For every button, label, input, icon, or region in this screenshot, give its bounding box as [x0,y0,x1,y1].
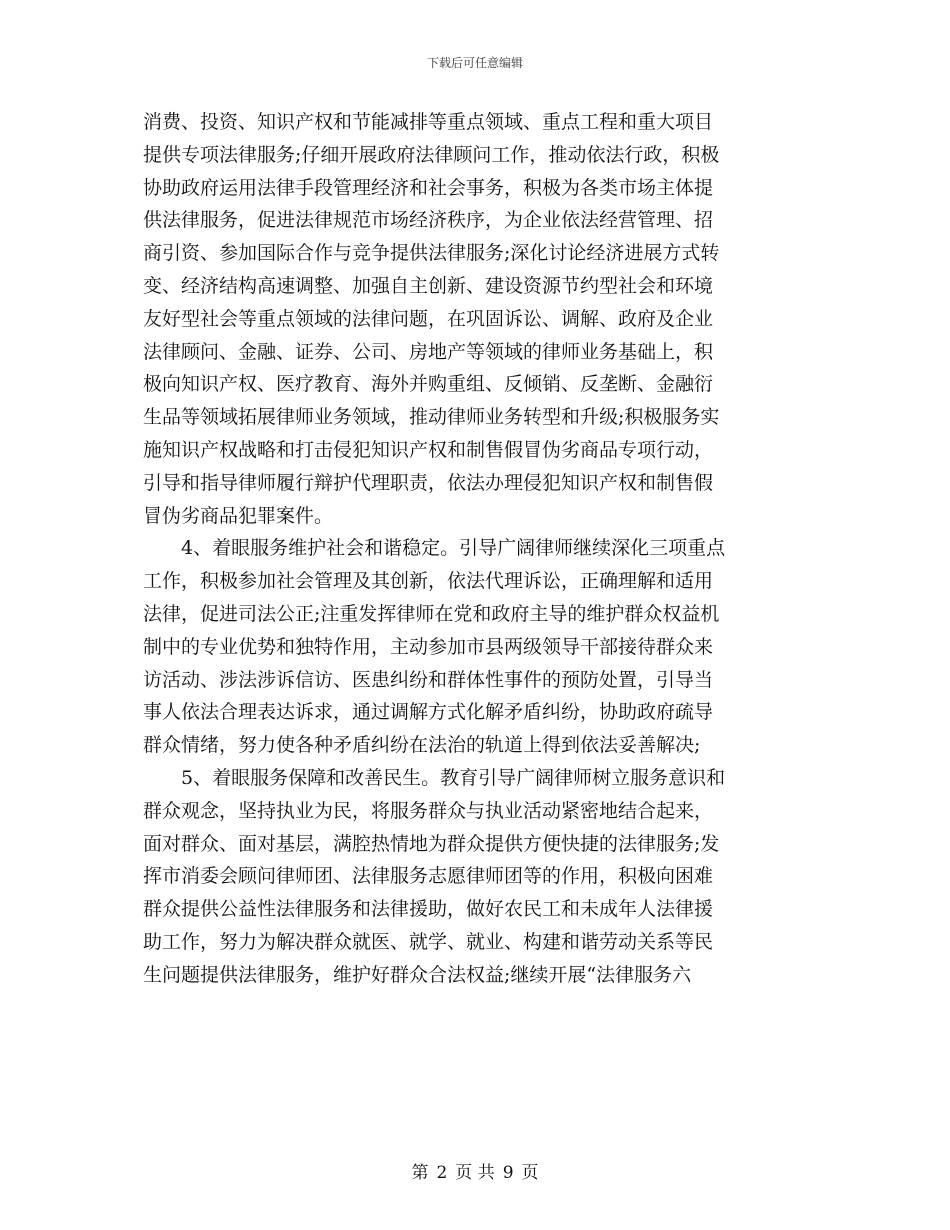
text-line: 冒伪劣商品犯罪案件。 [143,504,334,527]
text-line: 工作，积极参加社会管理及其创新，依法代理诉讼，正确理解和适用 [143,570,714,593]
paragraph-5-first-line: 5、着眼服务保障和改善民生。教育引导广阔律师树立服务意识和 [181,766,726,789]
text-line: 生品等领域拓展律师业务领域，推动律师业务转型和升级;积极服务实 [143,406,720,429]
page-header: 下载后可任意编辑 [426,56,523,70]
text-line: 群众观念，坚持执业为民，将服务群众与执业活动紧密地结合起来， [143,799,714,822]
text-line: 极向知识产权、医疗教育、海外并购重组、反倾销、反垄断、金融衍 [143,373,714,396]
text-line: 群众情绪，努力使各种矛盾纠纷在法治的轨道上得到依法妥善解决; [143,734,701,757]
text-line: 法律，促进司法公正;注重发挥律师在党和政府主导的维护群众权益机 [143,602,720,625]
text-line: 商引资、参加国际合作与竞争提供法律服务;深化讨论经济进展方式转 [143,242,720,265]
text-line: 施知识产权战略和打击侵犯知识产权和制售假冒伪劣商品专项行动， [143,438,714,461]
text-line: 引导和指导律师履行辩护代理职责，依法办理侵犯知识产权和制售假 [143,471,714,494]
page-footer [0,1158,950,1183]
text-line: 挥市消委会顾问律师团、法律服务志愿律师团等的作用，积极向困难 [143,865,714,888]
text-line: 群众提供公益性法律服务和法律援助，做好农民工和未成年人法律援 [143,898,714,921]
footer-middle: 页 共 [455,1163,495,1183]
text-line: 访活动、涉法涉诉信访、医患纠纷和群体性事件的预防处置，引导当 [143,668,714,691]
text-line: 消费、投资、知识产权和节能减排等重点领域、重点工程和重大项目 [143,111,714,133]
page-number: 2 [436,1163,448,1183]
footer-suffix: 页 [521,1163,539,1183]
text-line: 面对群众、面对基层，满腔热情地为群众提供方便快捷的法律服务;发 [143,832,720,855]
text-line: 协助政府运用法律手段管理经济和社会事务，积极为各类市场主体提 [143,176,714,199]
text-line: 制中的专业优势和独特作用，主动参加市县两级领导干部接待群众来 [143,635,714,658]
paragraph-4-first-line: 4、着眼服务维护社会和谐稳定。引导广阔律师继续深化三项重点 [181,537,726,560]
text-line: 变、经济结构高速调整、加强自主创新、建设资源节约型社会和环境 [143,274,714,297]
total-pages: 9 [502,1163,514,1183]
footer-prefix: 第 [411,1163,429,1183]
text-line: 事人依法合理表达诉求，通过调解方式化解矛盾纠纷，协助政府疏导 [143,701,714,724]
text-line: 生问题提供法律服务，维护好群众合法权益;继续开展“法律服务六 [143,963,692,986]
text-line: 法律顾问、金融、证券、公司、房地产等领域的律师业务基础上，积 [143,340,714,363]
text-line: 提供专项法律服务;仔细开展政府法律顾问工作，推动依法行政，积极 [143,143,720,166]
text-line: 供法律服务，促进法律规范市场经济秩序，为企业依法经营管理、招 [143,209,714,232]
text-line: 友好型社会等重点领域的法律问题，在巩固诉讼、调解、政府及企业 [143,307,714,330]
document-body [143,106,815,992]
text-line: 助工作，努力为解决群众就医、就学、就业、构建和谐劳动关系等民 [143,930,714,953]
